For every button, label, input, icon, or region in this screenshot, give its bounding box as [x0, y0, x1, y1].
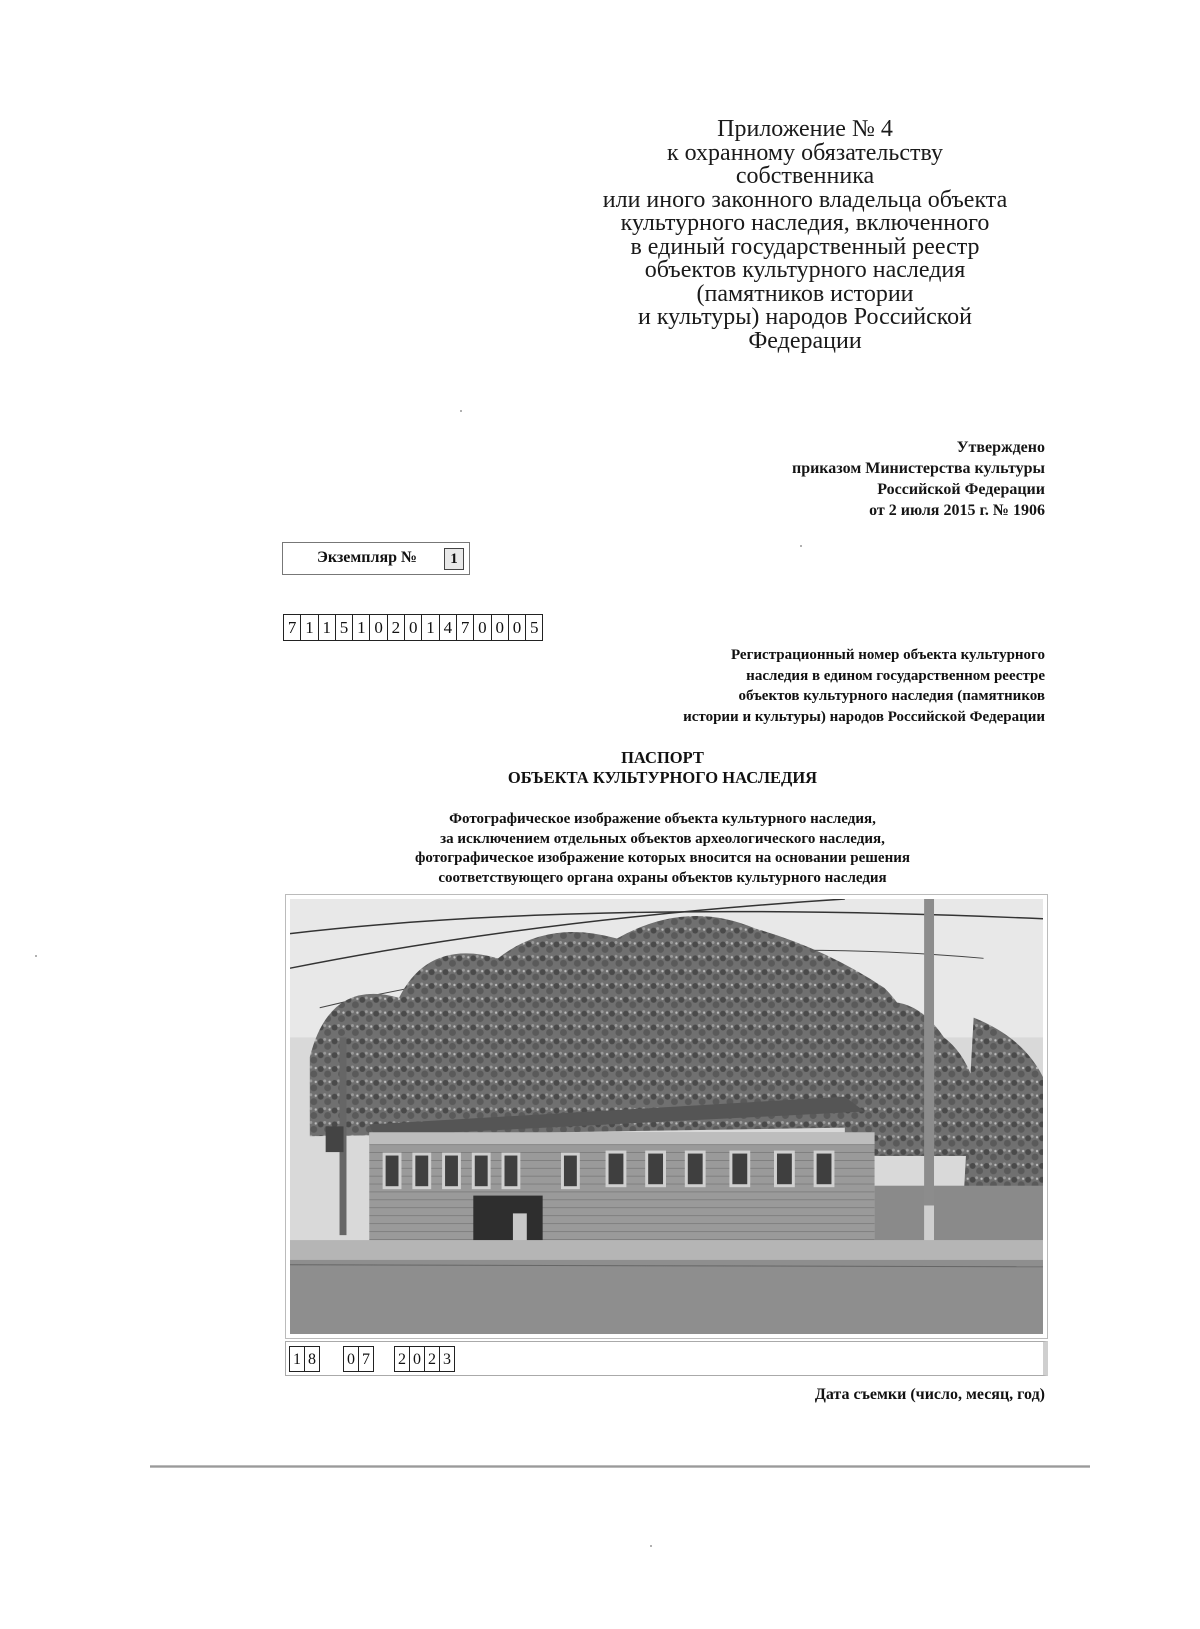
approval-line: Утверждено [956, 439, 1045, 456]
scan-speck [460, 410, 462, 412]
photo-caption-line: соответствующего органа охраны объектов культурного наследия [438, 869, 887, 886]
registration-digit: 4 [440, 614, 457, 641]
appendix-line: и культуры) народов Российской [637, 304, 973, 330]
date-digit: 1 [290, 1346, 305, 1372]
date-digit: 8 [305, 1346, 320, 1372]
scan-speck [800, 545, 802, 547]
copy-number: 1 [444, 548, 464, 570]
date-digit: 2 [425, 1346, 440, 1372]
appendix-line: Приложение № 4 [717, 116, 893, 142]
appendix-line: Федерации [748, 327, 862, 354]
registration-digit: 0 [492, 614, 509, 641]
appendix-header [560, 118, 1050, 353]
appendix-line: (памятников истории [696, 280, 914, 307]
appendix-line: объектов культурного наследия [644, 257, 966, 283]
registration-digit: 5 [526, 614, 543, 641]
heritage-building-photo [285, 894, 1048, 1339]
photo-caption [280, 810, 1045, 888]
approval-line: Российской Федерации [877, 481, 1045, 498]
appendix-line: или иного законного владельца объекта [602, 186, 1008, 213]
copy-number-box [282, 542, 470, 575]
registration-digit: 7 [457, 614, 474, 641]
registration-digit: 0 [405, 614, 422, 641]
registration-caption-line: истории и культуры) народов Российской Федерации [683, 708, 1045, 725]
appendix-line: культурного наследия, включенного [620, 210, 990, 236]
appendix-line: в единый государственный реестр [630, 233, 980, 260]
shoot-date-row [285, 1341, 1048, 1376]
shoot-date-year [394, 1346, 455, 1372]
registration-digit: 1 [422, 614, 439, 641]
registration-digit: 1 [319, 614, 336, 641]
date-digit: 0 [344, 1346, 359, 1372]
page-divider [150, 1465, 1090, 1468]
passport-title-line1: ПАСПОРТ [621, 748, 704, 767]
registration-caption-line: объектов культурного наследия (памятников [738, 688, 1045, 704]
shoot-date-month [343, 1346, 374, 1372]
appendix-line: собственника [735, 163, 875, 189]
passport-title-line2: ОБЪЕКТА КУЛЬТУРНОГО НАСЛЕДИЯ [507, 768, 818, 787]
registration-caption-line: наследия в едином государственном реестре [746, 667, 1045, 684]
registration-digit: 0 [370, 614, 387, 641]
appendix-line: к охранному обязательству [666, 139, 943, 166]
registration-digit: 0 [509, 614, 526, 641]
photo-caption-line: фотографическое изображение которых вносится на основании решения [415, 850, 910, 866]
date-digit: 3 [440, 1346, 455, 1372]
shoot-date-day [289, 1346, 320, 1372]
scan-speck [35, 955, 37, 957]
registration-digit: 0 [474, 614, 491, 641]
approval-line: от 2 июля 2015 г. № 1906 [869, 502, 1045, 519]
registration-digit: 1 [353, 614, 370, 641]
registration-digit: 5 [336, 614, 353, 641]
registration-digit: 7 [284, 614, 301, 641]
shoot-date-caption: Дата съемки (число, месяц, год) [814, 1386, 1045, 1403]
photo-caption-line: Фотографическое изображение объекта культурного наследия, [449, 811, 876, 827]
copy-label: Экземпляр № [317, 549, 418, 566]
photo-caption-line: за исключением отдельных объектов археологического наследия, [440, 830, 885, 847]
date-digit: 0 [410, 1346, 425, 1372]
registration-number-cells [283, 614, 543, 641]
registration-digit: 1 [301, 614, 318, 641]
approval-line: приказом Министерства культуры [791, 460, 1045, 477]
date-digit: 2 [395, 1346, 410, 1372]
approval-block [700, 437, 1045, 521]
registration-caption-line: Регистрационный номер объекта культурного [730, 647, 1045, 663]
passport-title [280, 748, 1045, 788]
building-photo-illustration [290, 899, 1043, 1334]
date-digit: 7 [359, 1346, 374, 1372]
scan-speck [650, 1545, 652, 1547]
registration-caption [560, 645, 1045, 727]
registration-digit: 2 [388, 614, 405, 641]
